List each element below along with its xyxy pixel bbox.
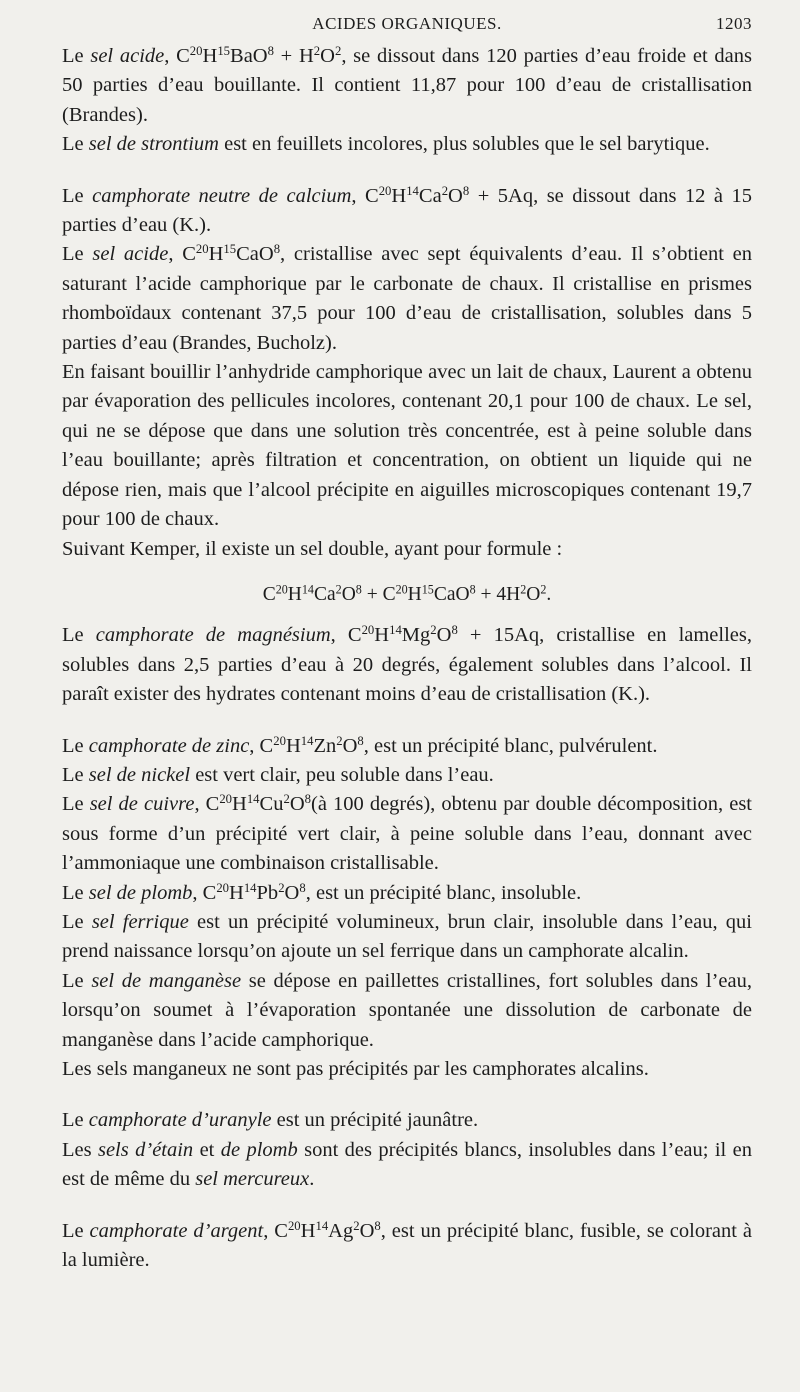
paragraph: Les sels d’étain et de plomb sont des précipités blancs, insolubles dans l’eau; il en est de même du sel mercureux. — [62, 1138, 752, 1191]
page-number: 1203 — [716, 14, 752, 33]
paragraph: Le sel acide, $C^{20}H^{15}BaO^8 + H^2O^2$, se dissout dans 120 parties d’eau froide et dans 50 parties d’eau bouillante. Il contient 11,87 pour 100 d’eau de cristallisation (Brandes). — [62, 44, 752, 126]
running-header — [62, 10, 752, 38]
paragraph: Le sel de plomb, $C^{20}H^{14}Pb^2O^8$, est un précipité blanc, insoluble. — [62, 880, 582, 904]
paragraph: Le sel de strontium est en feuillets incolores, plus solubles que le sel barytique. — [62, 133, 710, 156]
paragraph: Le camphorate neutre de calcium, $C^{20}H^{14}Ca^2O^8 + 5Aq$, se dissout dans 12 à 15 parties d’eau (K.). — [62, 183, 753, 237]
running-title: ACIDES ORGANIQUES. — [312, 14, 502, 33]
paragraph: Le sel ferrique est un précipité volumineux, brun clair, insoluble dans l’eau, qui prend naissance lorsqu’on ajoute un sel ferrique dans un camphorate alcalin. — [62, 910, 752, 963]
paragraph: Le camphorate d’uranyle est un précipité jaunâtre. — [62, 1109, 479, 1132]
paragraph: Le camphorate de magnésium, $C^{20}H^{14}Mg^2O^8 + 15Aq$, cristallise en lamelles, solubles dans 2,5 parties d’eau à 20 degrés, également solubles dans l’alcool. Il paraît exister des hydrates contenant moins d’eau de cristallisation (K.). — [62, 623, 752, 706]
paragraph: Le camphorate d’argent, $C^{20}H^{14}Ag^2O^8$, est un précipité blanc, fusible, se colorant à la lumière. — [62, 1218, 752, 1272]
paragraph: Le sel de manganèse se dépose en paillettes cristallines, fort solubles dans l’eau, lorsqu’on soumet à l’évaporation spontanée une dissolution de carbonate de manganèse dans l’acide camphorique. — [62, 969, 752, 1051]
paragraph: Les sels manganeux ne sont pas précipités par les camphorates alcalins. — [62, 1058, 649, 1080]
paragraph: Le sel acide, $C^{20}H^{15}CaO^8$, cristallise avec sept équivalents d’eau. Il s’obtient en saturant l’acide camphorique par le carbonate de chaux. Il cristallise en prismes rhomboïdaux contenant 37,5 pour 100 d’eau de cristallisation, solubles dans 5 parties d’eau (Brandes, Bucholz). — [62, 242, 752, 354]
formula-line: $C^{20}H^{14}Ca^2O^8 + C^{20}H^{15}CaO^8 + 4H^2O^2$. — [262, 582, 552, 605]
paragraph: Le camphorate de zinc, $C^{20}H^{14}Zn^2O^8$, est un précipité blanc, pulvérulent. — [62, 733, 658, 757]
body-text — [62, 42, 752, 1275]
paragraph: En faisant bouillir l’anhydride camphorique avec un lait de chaux, Laurent a obtenu par évaporation des pellicules incolores, contenant 20,1 pour 100 de chaux. Le sel, qui ne se dépose que dans une solution très concentrée, est à peine soluble dans l’eau bouillante; après filtration et concentration, on obtient un liquide qui ne dépose rien, mais que l’alcool précipite en aiguilles microscopiques contenant 19,7 pour 100 de chaux. — [62, 361, 752, 531]
paragraph: Le sel de cuivre, $C^{20}H^{14}Cu^2O^8(à$ 100 degrés), obtenu par double décomposition, est sous forme d’un précipité vert clair, à peine soluble dans l’eau, donnant avec l’ammoniaque une combinaison cristallisable. — [62, 792, 752, 875]
paragraph: Suivant Kemper, il existe un sel double, ayant pour formule : — [62, 537, 563, 560]
paragraph: Le sel de nickel est vert clair, peu soluble dans l’eau. — [62, 763, 494, 786]
